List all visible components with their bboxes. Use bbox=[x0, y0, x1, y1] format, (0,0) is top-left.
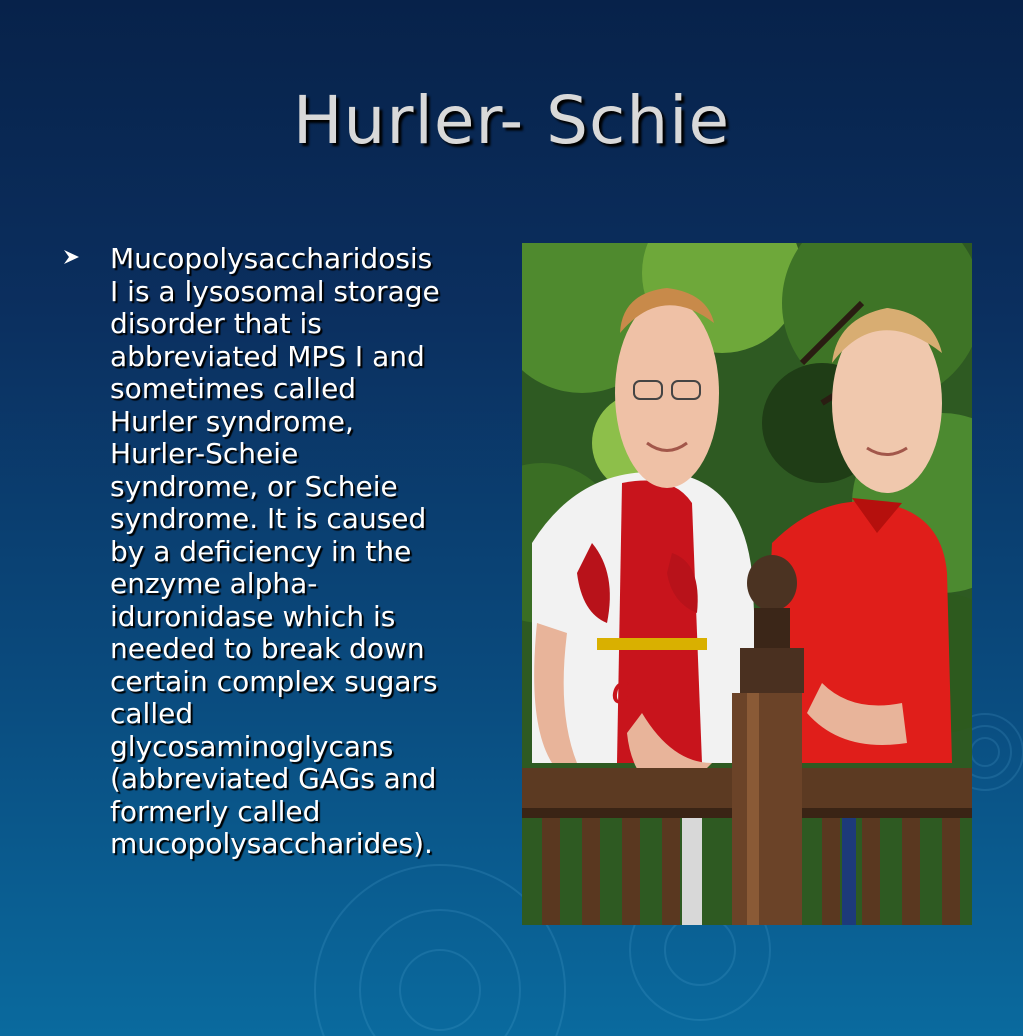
svg-text:dir: dir bbox=[612, 667, 670, 713]
photo-of-two-boys-on-deck-icon bbox=[522, 243, 972, 925]
bullet-line: certain complex sugars bbox=[110, 664, 438, 698]
bullet-line: I is a lysosomal storage bbox=[110, 274, 440, 308]
bullet-line: syndrome, or Scheie bbox=[110, 469, 398, 503]
bullet-line: sometimes called bbox=[110, 372, 357, 405]
bullet-line: syndrome. It is caused bbox=[110, 502, 427, 535]
bullet-line: glycosaminoglycans bbox=[110, 729, 394, 763]
photo-illustration bbox=[522, 243, 972, 925]
bullet-line: abbreviated MPS I and bbox=[110, 339, 425, 373]
arrowhead-bullet-icon bbox=[62, 247, 82, 267]
slide-title: Hurler- Schie bbox=[292, 82, 731, 159]
bullet-line: enzyme alpha- bbox=[110, 567, 318, 600]
bullet-line: Hurler syndrome, bbox=[110, 404, 354, 438]
bullet-list bbox=[62, 243, 502, 861]
bullet-line: formerly called bbox=[110, 794, 321, 828]
bullet-text bbox=[110, 243, 502, 861]
bullet-line: (abbreviated GAGs and bbox=[110, 762, 437, 795]
bullet-line: called bbox=[110, 697, 194, 730]
bullet-line: needed to break down bbox=[110, 632, 425, 665]
bullet-line: iduronidase which is bbox=[110, 599, 396, 633]
bullet-line: disorder that is bbox=[110, 307, 322, 340]
bullet-line: Mucopolysaccharidosis bbox=[110, 242, 433, 275]
bullet-line: Hurler-Scheie bbox=[110, 437, 299, 470]
bullet-line: mucopolysaccharides). bbox=[110, 827, 433, 860]
bullet-line: by a deficiency in the bbox=[110, 534, 412, 568]
